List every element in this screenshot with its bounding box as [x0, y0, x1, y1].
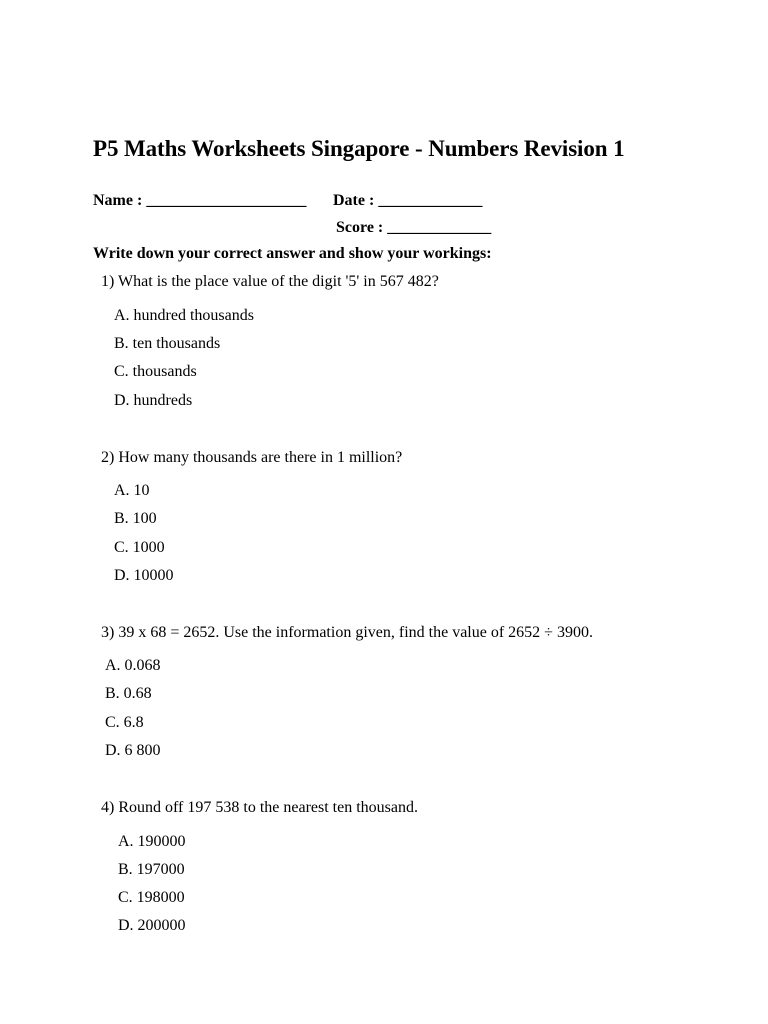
question-2-option-d: D. 10000 — [114, 567, 174, 584]
question-3: 3) 39 x 68 = 2652. Use the information given, find the value of 2652 ÷ 3900. — [101, 624, 593, 641]
question-4-option-c: C. 198000 — [118, 889, 185, 906]
question-1-option-a: A. hundred thousands — [114, 307, 254, 324]
question-2-option-a: A. 10 — [114, 482, 150, 499]
question-1-option-d: D. hundreds — [114, 392, 193, 409]
question-3-option-a: A. 0.068 — [105, 657, 161, 674]
question-2-option-c: C. 1000 — [114, 539, 165, 556]
question-1-option-b: B. ten thousands — [114, 335, 221, 352]
question-4-option-d: D. 200000 — [118, 917, 186, 934]
question-4: 4) Round off 197 538 to the nearest ten thousand. — [101, 799, 418, 816]
question-4-option-b: B. 197000 — [118, 861, 185, 878]
name-field: Name : ____________________ — [93, 192, 307, 209]
question-2: 2) How many thousands are there in 1 million? — [101, 449, 403, 466]
instructions: Write down your correct answer and show your workings: — [93, 245, 492, 262]
question-1: 1) What is the place value of the digit '5' in 567 482? — [101, 273, 439, 290]
question-1-option-c: C. thousands — [114, 363, 197, 380]
score-field: Score : _____________ — [336, 219, 492, 236]
question-4-option-a: A. 190000 — [118, 833, 186, 850]
question-2-option-b: B. 100 — [114, 510, 157, 527]
date-field: Date : _____________ — [333, 192, 483, 209]
question-3-option-c: C. 6.8 — [105, 714, 144, 731]
question-3-option-d: D. 6 800 — [105, 742, 161, 759]
worksheet-title: P5 Maths Worksheets Singapore - Numbers Revision 1 — [93, 136, 625, 161]
question-3-option-b: B. 0.68 — [105, 685, 152, 702]
